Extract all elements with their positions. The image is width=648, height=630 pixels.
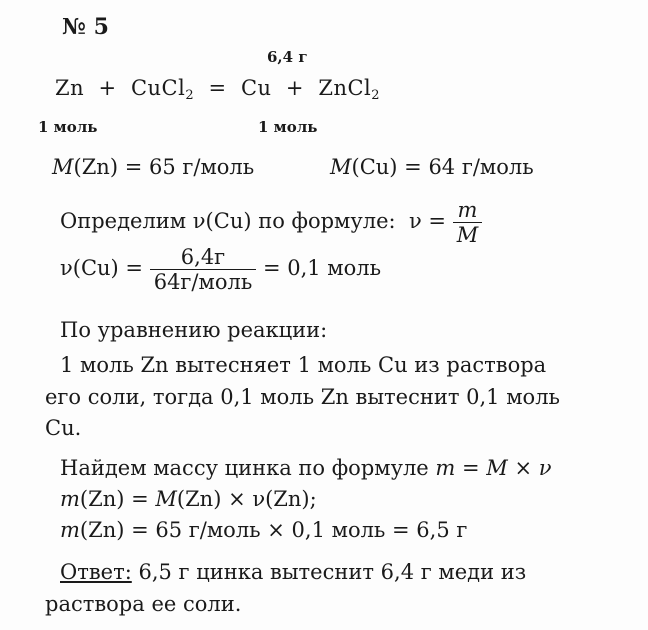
reactant-zn: Zn: [55, 76, 85, 100]
molar-mass-cu: M(Cu) = 64 г/моль: [330, 155, 534, 179]
find-mass-line: Найдем массу цинка по формуле m = M × ν: [60, 456, 552, 480]
problem-number: № 5: [62, 14, 109, 40]
nu-cu-calculation: ν(Cu) = $\frac{6,4г}{\text{64г/моль}}$ = 0,1 моль: [60, 245, 382, 294]
reactant-cucl2: CuCl$_2$: [130, 76, 195, 103]
mass-above-cu: 6,4 г: [267, 48, 308, 66]
mzn-formula: m(Zn) = M(Zn) × ν(Zn);: [60, 487, 317, 511]
plus-sign: +: [285, 76, 305, 100]
mol-under-cu: 1 моль: [258, 118, 318, 136]
answer-label: Ответ:: [60, 560, 132, 584]
plus-sign: +: [98, 76, 117, 100]
find-mass-formula: m = M × ν: [435, 456, 552, 480]
paragraph-line-2: его соли, тогда 0,1 моль Zn вытеснит 0,1 моль: [45, 385, 560, 409]
paragraph-line-1: 1 моль Zn вытесняет 1 моль Cu из раствора: [60, 353, 547, 377]
answer-line: Ответ: 6,5 г цинка вытеснит 6,4 г меди из: [60, 560, 527, 584]
answer-line-2: раствора ее соли.: [45, 592, 242, 616]
molar-mass-zn: M(Zn) = 65 г/моль: [52, 155, 255, 179]
reaction-equation: [55, 76, 380, 103]
product-cu: Cu: [240, 76, 272, 100]
formula-definition: Определим ν(Cu) по формуле: ν = $\frac{m}{M}$: [60, 198, 482, 247]
mzn-calculation: m(Zn) = 65 г/моль × 0,1 моль = 6,5 г: [60, 518, 468, 542]
equals-sign: =: [208, 76, 227, 100]
nu-cu-fraction: $\frac{6,4г}{\text{64г/моль}}$: [150, 245, 257, 294]
paragraph-line-3: Cu.: [45, 416, 82, 440]
formula-fraction: $\frac{m}{M}$: [453, 198, 483, 247]
by-equation-heading: По уравнению реакции:: [60, 318, 328, 342]
product-zncl2: ZnCl$_2$: [318, 76, 381, 103]
mol-under-zn: 1 моль: [38, 118, 98, 136]
